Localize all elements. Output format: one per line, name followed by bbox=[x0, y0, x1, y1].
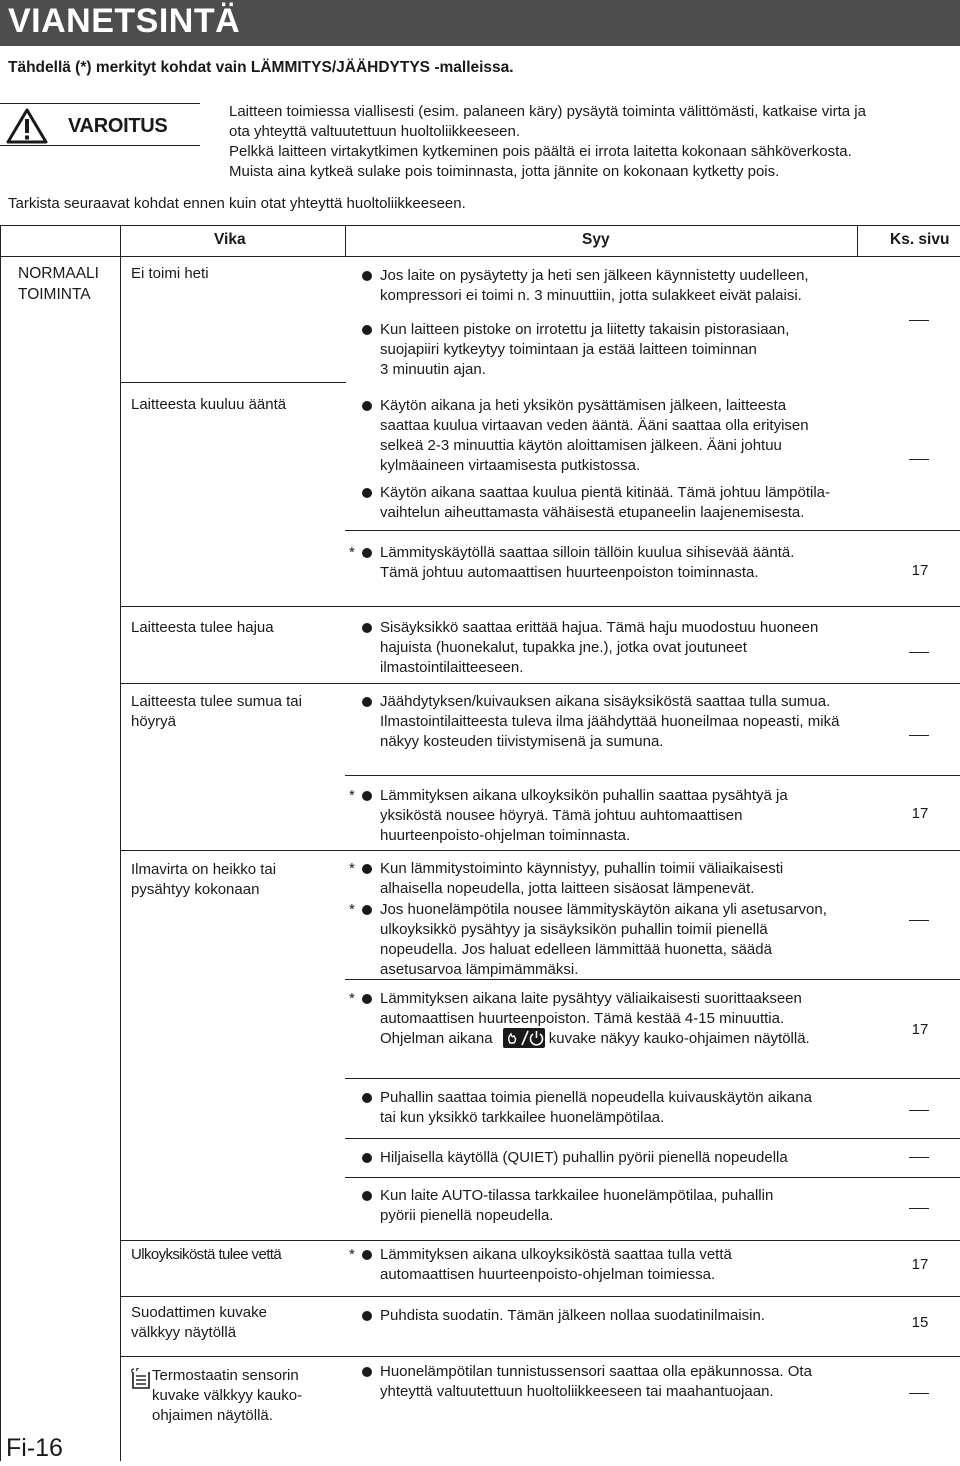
fault-line: Suodattimen kuvake bbox=[131, 1304, 267, 1321]
fault-line: Laitteesta kuuluu ääntä bbox=[131, 396, 287, 413]
table-border-left bbox=[0, 225, 1, 1461]
fault-line: pysähtyy kokonaan bbox=[131, 881, 260, 898]
cause-line: Ilmastointilaitteesta tuleva ilma jäähdyttää huoneilmaa nopeasti, mikä bbox=[380, 713, 840, 730]
cause-rule bbox=[345, 1138, 960, 1139]
fault-line: välkkyy näytöllä bbox=[131, 1324, 237, 1341]
cause-line: huurteenpoisto-ohjelman toiminnasta. bbox=[380, 827, 631, 844]
bullet-icon bbox=[362, 1367, 372, 1377]
header-ref: Ks. sivu bbox=[890, 231, 950, 248]
row-rule bbox=[121, 850, 346, 851]
fault-item bbox=[131, 618, 274, 638]
cause-line: Puhdista suodatin. Tämän jälkeen nollaa suodatinilmaisin. bbox=[380, 1307, 765, 1324]
warning-line: Laitteen toimiessa viallisesti (esim. palaneen käry) pysäytä toiminta välittömästi, katkaise virta ja bbox=[229, 103, 866, 120]
fault-item bbox=[131, 692, 302, 732]
category-line: TOIMINTA bbox=[18, 286, 91, 303]
cause-item bbox=[349, 1186, 869, 1226]
cause-rule bbox=[345, 1078, 960, 1079]
cause-line: Lämmityksen aikana ulkoyksikön puhallin saattaa pysähtyä ja bbox=[380, 787, 788, 804]
thermostat-sensor-icon bbox=[131, 1368, 151, 1390]
cause-item bbox=[349, 396, 869, 476]
cause-line: ilmastointilaitteeseen. bbox=[380, 659, 524, 676]
cause-rule bbox=[345, 775, 960, 776]
cause-rule bbox=[345, 1356, 960, 1357]
cause-line bbox=[380, 1030, 810, 1047]
fault-line: Ei toimi heti bbox=[131, 265, 209, 282]
cause-item bbox=[349, 900, 869, 980]
cause-line: tai kun yksikkö tarkkailee huonelämpötilaa. bbox=[380, 1109, 665, 1126]
header-cause: Syy bbox=[582, 231, 610, 248]
fault-line: höyryä bbox=[131, 713, 177, 730]
subtitle: Tähdellä (*) merkityt kohdat vain LÄMMITYS/JÄÄHDYTYS -malleissa. bbox=[8, 59, 514, 76]
intro-text: Tarkista seuraavat kohdat ennen kuin otat yhteyttä huoltoliikkeeseen. bbox=[8, 195, 466, 212]
warning-rule-bottom bbox=[0, 145, 200, 146]
bullet-icon bbox=[362, 864, 372, 874]
page-title: VIANETSINTÄ bbox=[8, 2, 241, 40]
heating-only-marker: * bbox=[349, 901, 355, 918]
row-rule bbox=[121, 1356, 346, 1357]
cause-line: saattaa kuulua virtaavan veden ääntä. Ääni saattaa olla erityisen bbox=[380, 417, 809, 434]
bullet-icon bbox=[362, 1250, 372, 1260]
cause-line: selkeä 2-3 minuuttia käytön aloittamisen jälkeen. Ääni johtuu bbox=[380, 437, 782, 454]
bullet-icon bbox=[362, 488, 372, 498]
heating-only-marker: * bbox=[349, 787, 355, 804]
cause-item bbox=[349, 618, 869, 678]
fault-line: Laitteesta tulee hajua bbox=[131, 619, 274, 636]
no-page-dash bbox=[909, 1208, 929, 1209]
cause-line: vaihtelun aiheuttamasta vähäisestä etupaneelin laajenemisesta. bbox=[380, 504, 805, 521]
no-page-dash bbox=[909, 735, 929, 736]
cause-line: näkyy kosteuden tiivistymisenä ja sumuna. bbox=[380, 733, 664, 750]
defrost-power-icon bbox=[503, 1028, 545, 1048]
table-header-divider bbox=[857, 225, 858, 257]
bullet-icon bbox=[362, 1153, 372, 1163]
bullet-icon bbox=[362, 271, 372, 281]
cause-rule bbox=[345, 1177, 960, 1178]
cause-line: automaattisen huurteenpoiston. Tämä kestää 4-15 minuuttia. bbox=[380, 1010, 785, 1027]
fault-line: Laitteesta tulee sumua tai bbox=[131, 693, 302, 710]
cause-line: Puhallin saattaa toimia pienellä nopeudella kuivauskäytön aikana bbox=[380, 1089, 812, 1106]
cause-item bbox=[349, 1245, 869, 1285]
cause-item bbox=[349, 543, 869, 583]
cause-item bbox=[349, 320, 869, 380]
page-ref: 17 bbox=[911, 805, 929, 822]
cause-line: yksiköstä nousee höyryä. Tämä johtuu auhtomaattisen bbox=[380, 807, 743, 824]
no-page-dash bbox=[909, 920, 929, 921]
no-page-dash bbox=[909, 320, 929, 321]
no-page-dash bbox=[909, 1157, 929, 1158]
warning-rule-top bbox=[0, 103, 200, 104]
fault-line: Termostaatin sensorin bbox=[152, 1367, 299, 1384]
cause-item bbox=[349, 1088, 869, 1128]
cause-item bbox=[349, 692, 869, 752]
cause-rule bbox=[345, 1296, 960, 1297]
warning-line: Muista aina kytkeä sulake pois toiminnasta, jotta jännite on kokonaan kytketty pois. bbox=[229, 163, 780, 180]
row-rule bbox=[121, 606, 346, 607]
cause-line: 3 minuutin ajan. bbox=[380, 361, 486, 378]
cause-item bbox=[349, 483, 869, 523]
warning-triangle-icon bbox=[6, 108, 48, 144]
page-ref: 15 bbox=[911, 1314, 929, 1331]
cause-line: alhaisella nopeudella, jotta laitteen sisäosat lämpenevät. bbox=[380, 880, 755, 897]
no-page-dash bbox=[909, 1110, 929, 1111]
cause-line: Kun lämmitystoiminto käynnistyy, puhallin toimii väliaikaisesti bbox=[380, 860, 784, 877]
title-bar bbox=[0, 0, 960, 46]
cause-line: Huonelämpötilan tunnistussensori saattaa olla epäkunnossa. Ota bbox=[380, 1363, 812, 1380]
cause-line: Hiljaisella käytöllä (QUIET) puhallin pyörii pienellä nopeudella bbox=[380, 1149, 788, 1166]
cause-line: asetusarvoa lämpimämmäksi. bbox=[380, 961, 579, 978]
heating-only-marker: * bbox=[349, 544, 355, 561]
page-number: Fi-16 bbox=[6, 1434, 63, 1462]
cause-rule bbox=[345, 850, 960, 851]
warning-label: VAROITUS bbox=[68, 115, 168, 137]
page-ref: 17 bbox=[911, 1256, 929, 1273]
cause-item bbox=[349, 1148, 869, 1168]
cause-line: Käytön aikana ja heti yksikön pysättämisen jälkeen, laitteesta bbox=[380, 397, 787, 414]
row-rule bbox=[121, 1296, 346, 1297]
cause-line: ulkoyksikkö pysähtyy ja sisäyksikön puhallin toimii pienellä bbox=[380, 921, 768, 938]
cause-line: automaattisen huurteenpoisto-ohjelman toimiessa. bbox=[380, 1266, 716, 1283]
row-rule bbox=[121, 382, 346, 383]
bullet-icon bbox=[362, 548, 372, 558]
bullet-icon bbox=[362, 1093, 372, 1103]
cause-line: Lämmityksen aikana laite pysähtyy väliaikaisesti suorittaakseen bbox=[380, 990, 802, 1007]
fault-item bbox=[131, 1303, 267, 1343]
no-page-dash bbox=[909, 652, 929, 653]
bullet-icon bbox=[362, 697, 372, 707]
cause-item bbox=[349, 266, 869, 306]
fault-line: Ilmavirta on heikko tai bbox=[131, 861, 277, 878]
warning-line: ota yhteyttä valtuutettuun huoltoliikkeeseen. bbox=[229, 123, 521, 140]
cause-line: Lämmityksen aikana ulkoyksiköstä saattaa tulla vettä bbox=[380, 1246, 732, 1263]
table-header-rule bbox=[0, 256, 960, 257]
cause-rule bbox=[345, 606, 960, 607]
warning-line: Pelkkä laitteen virtakytkimen kytkeminen pois päältä ei irrota laitetta kokonaan sähköverkosta. bbox=[229, 143, 852, 160]
cause-line: suojapiiri kytkeytyy toimintaan ja estää laitteen toiminnan bbox=[380, 341, 757, 358]
bullet-icon bbox=[362, 1191, 372, 1201]
bullet-icon bbox=[362, 791, 372, 801]
heating-only-marker: * bbox=[349, 860, 355, 877]
fault-item bbox=[131, 1245, 281, 1265]
page-ref: 17 bbox=[911, 1021, 929, 1038]
cause-item bbox=[349, 989, 869, 1049]
fault-item bbox=[131, 264, 209, 284]
category-line: NORMAALI bbox=[18, 265, 99, 282]
page-ref: 17 bbox=[911, 562, 929, 579]
cause-line: Lämmityskäytöllä saattaa silloin tällöin kuulua sihisevää ääntä. bbox=[380, 544, 795, 561]
cause-item bbox=[349, 859, 869, 899]
cause-line: kompressori ei toimi n. 3 minuuttiin, jotta sulakkeet eivät palaisi. bbox=[380, 287, 802, 304]
cause-text: kuvake näkyy kauko-ohjaimen näytöllä. bbox=[548, 1030, 810, 1047]
cause-text: Ohjelman aikana bbox=[380, 1030, 493, 1047]
row-rule bbox=[121, 1240, 346, 1241]
fault-item bbox=[131, 1366, 302, 1426]
cause-item bbox=[349, 1306, 869, 1326]
warning-text bbox=[229, 102, 939, 182]
cause-rule bbox=[345, 1240, 960, 1241]
no-page-dash bbox=[909, 1393, 929, 1394]
table-rule-top bbox=[0, 225, 960, 226]
table-header-divider bbox=[345, 225, 346, 257]
header-fault: Vika bbox=[214, 231, 246, 248]
cause-line: Kun laitteen pistoke on irrotettu ja liitetty takaisin pistorasiaan, bbox=[380, 321, 790, 338]
table-column-rule bbox=[120, 225, 121, 1461]
cause-line: Kun laite AUTO-tilassa tarkkailee huonelämpötilaa, puhallin bbox=[380, 1187, 774, 1204]
bullet-icon bbox=[362, 905, 372, 915]
bullet-icon bbox=[362, 623, 372, 633]
heating-only-marker: * bbox=[349, 990, 355, 1007]
cause-rule bbox=[345, 530, 960, 531]
cause-line: Sisäyksikkö saattaa erittää hajua. Tämä haju muodostuu huoneen bbox=[380, 619, 819, 636]
fault-line: kuvake välkkyy kauko- bbox=[152, 1387, 303, 1404]
cause-line: Jos laite on pysäytetty ja heti sen jälkeen käynnistetty uudelleen, bbox=[380, 267, 809, 284]
cause-line: Jos huonelämpötila nousee lämmityskäytön aikana yli asetusarvon, bbox=[380, 901, 827, 918]
cause-line: Käytön aikana saattaa kuulua pientä kitinää. Tämä johtuu lämpötila- bbox=[380, 484, 831, 501]
cause-line: hajuista (huonekalut, tupakka jne.), jotka ovat joutuneet bbox=[380, 639, 747, 656]
no-page-dash bbox=[909, 459, 929, 460]
row-rule bbox=[121, 683, 346, 684]
cause-rule bbox=[345, 683, 960, 684]
category-label bbox=[18, 263, 99, 305]
cause-line: Tämä johtuu automaattisen huurteenpoiston toiminnasta. bbox=[380, 564, 759, 581]
cause-line: pyörii pienellä nopeudella. bbox=[380, 1207, 554, 1224]
fault-item bbox=[131, 860, 276, 900]
cause-line: yhteyttä valtuutettuun huoltoliikkeeseen tai maahantuojaan. bbox=[380, 1383, 774, 1400]
bullet-icon bbox=[362, 994, 372, 1004]
cause-item bbox=[349, 786, 869, 846]
fault-line: ohjaimen näytöllä. bbox=[152, 1407, 273, 1424]
cause-item bbox=[349, 1362, 869, 1402]
bullet-icon bbox=[362, 1311, 372, 1321]
cause-line: nopeudella. Jos haluat edelleen lämmittää huonetta, säädä bbox=[380, 941, 772, 958]
fault-line: Ulkoyksiköstä tulee vettä bbox=[131, 1246, 282, 1263]
heating-only-marker: * bbox=[349, 1246, 355, 1263]
fault-item bbox=[131, 395, 286, 415]
cause-line: Jäähdytyksen/kuivauksen aikana sisäyksiköstä saattaa tulla sumua. bbox=[380, 693, 831, 710]
bullet-icon bbox=[362, 325, 372, 335]
cause-line: kylmäaineen virtaamisesta putkistossa. bbox=[380, 457, 641, 474]
bullet-icon bbox=[362, 401, 372, 411]
